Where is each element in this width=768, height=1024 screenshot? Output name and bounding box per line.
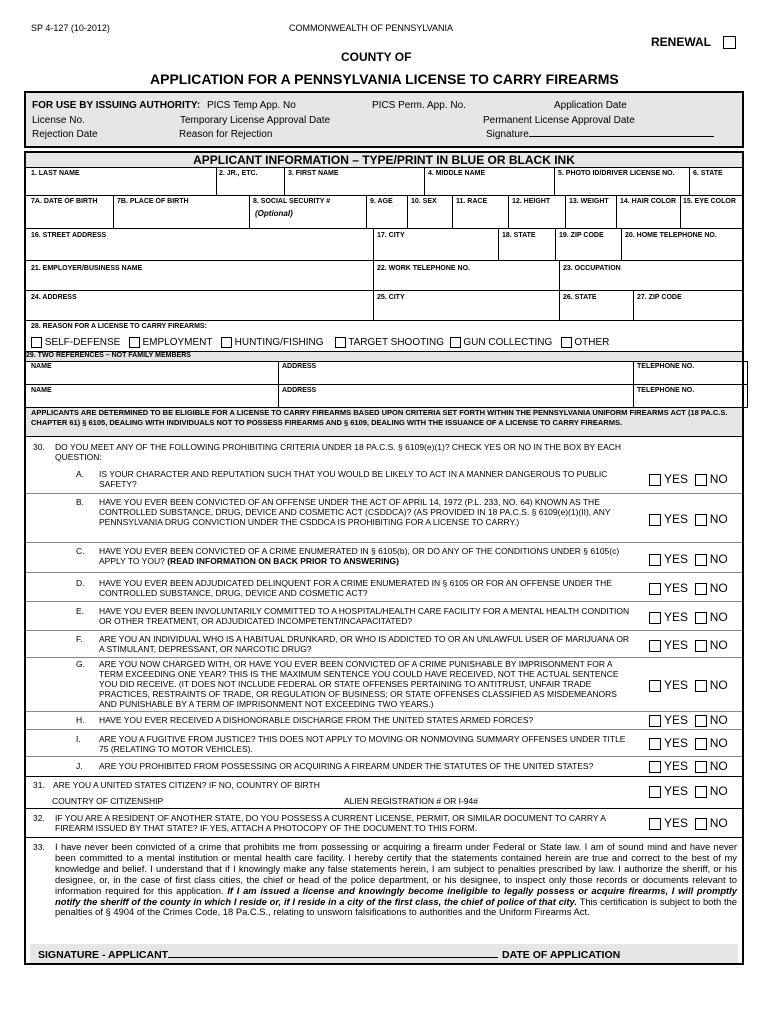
reason-rejection: Reason for Rejection (179, 129, 273, 140)
q30g-no-checkbox[interactable] (695, 680, 707, 692)
q30d-answer: YES NO (649, 581, 728, 595)
q30e-text: HAVE YOU EVER BEEN INVOLUNTARILY COMMITTED TO A HOSPITAL/HEALTH CARE FACILITY FOR A MENTAL HEALTH CONDITION OR OTHER TREATMENT, OR ADJUDICATED INCOMPETENT/INCAPACITATED? (99, 606, 630, 626)
eye-color-label: 15. EYE COLOR (683, 198, 736, 205)
home-phone-label: 20. HOME TELEPHONE NO. (625, 232, 717, 239)
q30i-letter: I. (76, 734, 81, 744)
photo-id-label: 5. PHOTO ID/DRIVER LICENSE NO. (558, 170, 675, 177)
ref2-phone-label: TELEPHONE NO. (637, 387, 695, 394)
q31-text: ARE YOU A UNITED STATES CITIZEN? IF NO, COUNTRY OF BIRTH (53, 780, 320, 790)
q30a-text: IS YOUR CHARACTER AND REPUTATION SUCH THAT YOU WOULD BE LIKELY TO ACT IN A MANNER DANGEROUS TO PUBLIC SAFETY? (99, 469, 608, 489)
gun-collecting-checkbox[interactable] (450, 337, 461, 348)
reason-label: 28. REASON FOR A LICENSE TO CARRY FIREARMS: (31, 323, 207, 330)
dob-label: 7A. DATE OF BIRTH (31, 198, 98, 205)
q30e-letter: E. (76, 606, 85, 616)
q30a-no-checkbox[interactable] (695, 474, 707, 486)
q30b-text: HAVE YOU EVER BEEN CONVICTED OF AN OFFENSE UNDER THE ACT OF APRIL 14, 1972 (P.L. 233, NO. 64) KNOWN AS THE CONTROLLED SUBSTANCE, DRUG, DEVICE AND COSMETIC ACT (CSDDCA)? (AS PROVIDED IN 18 PA.C.S. § 6109(e)(1)(II), ANY PENNSYLVANIA DRUG CONVICTION UNDER THE CSDDCA IS PROHIBITING FOR A LICENSE TO CARRY.) (99, 497, 611, 527)
middle-name-label: 4. MIDDLE NAME (428, 170, 486, 177)
target-shooting-checkbox[interactable] (335, 337, 346, 348)
q30g-text: ARE YOU NOW CHARGED WITH, OR HAVE YOU EVER BEEN CONVICTED OF A CRIME PUNISHABLE BY IMPRISONMENT FOR A TERM EXCEEDING ONE YEAR? THIS IS THE MAXIMUM SENTENCE YOU COULD HAVE RECEIVED, NOT THE ACTUAL SENTENCE YOU DID RECEIVE. (IT DOES NOT INCLUDE FEDERAL OR STATE OFFENSES PERTAINING TO ANTITRUST, UNFAIR TRADE PRACTICES, RESTRAINTS OF TRADE, OR REGULATION OF BUSINESS; OR STATE OFFENSES CLASSIFIED AS MISDEMEANORS AND PUNISHABLE BY A TERM OF IMPRISONMENT NOT EXCEEDING TWO YEARS.) (99, 659, 619, 709)
q30g-letter: G. (76, 659, 85, 669)
other-checkbox[interactable] (561, 337, 572, 348)
pics-temp: PICS Temp App. No (207, 100, 296, 111)
work-phone-label: 22. WORK TELEPHONE NO. (377, 265, 470, 272)
q30g-yes-checkbox[interactable] (649, 680, 661, 692)
pics-perm: PICS Perm. App. No. (372, 100, 466, 111)
q31-alien: ALIEN REGISTRATION # OR I-94# (344, 796, 478, 806)
q33-number: 33. (33, 842, 45, 852)
employment-checkbox[interactable] (129, 337, 140, 348)
page-title: APPLICATION FOR A PENNSYLVANIA LICENSE TO CARRY FIREARMS (150, 71, 619, 87)
q30d-no-checkbox[interactable] (695, 583, 707, 595)
last-name-label: 1. LAST NAME (31, 170, 80, 177)
weight-label: 13. WEIGHT (569, 198, 609, 205)
suffix-label: 2. JR., ETC. (219, 170, 258, 177)
id-state-label: 6. STATE (693, 170, 723, 177)
q30-text: DO YOU MEET ANY OF THE FOLLOWING PROHIBITING CRITERIA UNDER 18 PA.C.S. § 6109(e)(1)? CHECK YES OR NO IN THE BOX BY EACH QUESTION: (55, 442, 622, 462)
state-label: 18. STATE (502, 232, 536, 239)
q30c-yes-checkbox[interactable] (649, 554, 661, 566)
q30c-answer: YES NO (649, 552, 728, 566)
perm-approval: Permanent License Approval Date (483, 115, 635, 126)
q30h-text: HAVE YOU EVER RECEIVED A DISHONORABLE DISCHARGE FROM THE UNITED STATES ARMED FORCES? (99, 715, 534, 725)
q33-certification: I have never been convicted of a crime that prohibits me from possessing or acquiring a firearm under Federal or State law. I am of sound mind and have never been committed to a mental institution or mental health care facility. I hereby certify that the statements contained herein are true and correct to the best of my knowledge and belief. I understand that if I knowingly make any false statements herein, I am subject to penalties prescribed by law. I authorize the sheriff, or his designee, or, in the case of first class cities, the chief or head of the police department, or his designee, to inspect only those records or documents relevant to information required for this application. If I am issued a license and knowingly become ineligible to legally possess or acquire firearms, I will promptly notify the sheriff of the county in which I reside or, if I reside in a city of the first class, the chief of police of that city. This certification is subject to both the penalties of § 4904 of the Crimes Code, 18 Pa.C.S., relating to unsworn falsifications to authorities and the Uniform Firearms Act. (55, 841, 738, 918)
q32-no-checkbox[interactable] (695, 818, 707, 830)
q30f-yes-checkbox[interactable] (649, 640, 661, 652)
q31-number: 31. (33, 780, 45, 790)
q30d-yes-checkbox[interactable] (649, 583, 661, 595)
q30c-no-checkbox[interactable] (695, 554, 707, 566)
sex-label: 10. SEX (411, 198, 437, 205)
q31-no-checkbox[interactable] (695, 786, 707, 798)
q30e-no-checkbox[interactable] (695, 612, 707, 624)
employer-label: 21. EMPLOYER/BUSINESS NAME (31, 265, 143, 272)
q30c-text: HAVE YOU EVER BEEN CONVICTED OF A CRIME ENUMERATED IN § 6105(b), OR DO ANY OF THE CONDITIONS UNDER § 6105(c) APPLY TO YOU? (READ INFORMATION ON BACK PRIOR TO ANSWERING) (99, 546, 620, 566)
application-date-label: Application Date (554, 100, 627, 111)
q30e-yes-checkbox[interactable] (649, 612, 661, 624)
ref1-name-label: NAME (31, 363, 52, 370)
renewal-checkbox[interactable] (723, 36, 736, 49)
reasons-row: SELF-DEFENSE EMPLOYMENT HUNTING/FISHING TARGET SHOOTING GUN COLLECTING OTHER (31, 337, 609, 348)
temp-approval: Temporary License Approval Date (180, 115, 331, 126)
q30-number: 30. (33, 442, 45, 452)
city-label: 17. CITY (377, 232, 405, 239)
q30a-letter: A. (76, 469, 85, 479)
q30b-no-checkbox[interactable] (695, 514, 707, 526)
self-defense-checkbox[interactable] (31, 337, 42, 348)
q30j-answer: YES NO (649, 759, 728, 773)
renewal-label: RENEWAL (651, 35, 711, 49)
ref2-name-label: NAME (31, 387, 52, 394)
street-address-label: 16. STREET ADDRESS (31, 232, 107, 239)
q30i-text: ARE YOU A FUGITIVE FROM JUSTICE? THIS DOES NOT APPLY TO MOVING OR NONMOVING SUMMARY OFFENSES UNDER TITLE 75 (RELATING TO MOTOR VEHICLES). (99, 734, 626, 754)
height-label: 12. HEIGHT (512, 198, 551, 205)
q30d-text: HAVE YOU EVER BEEN ADJUDICATED DELINQUENT FOR A CRIME ENUMERATED IN § 6105 OR FOR AN OFFENSE UNDER THE CONTROLLED SUBSTANCE, DRUG, DEVICE AND COSMETIC ACT? (99, 578, 612, 598)
q31-country: COUNTRY OF CITIZENSHIP (52, 796, 164, 806)
q30b-yes-checkbox[interactable] (649, 514, 661, 526)
q31-yes-checkbox[interactable] (649, 786, 661, 798)
ssn-optional: (Optional) (255, 209, 293, 218)
rejection-date: Rejection Date (32, 129, 98, 140)
q30b-answer: YES NO (649, 512, 728, 526)
county-label: COUNTY OF (341, 50, 412, 64)
q30a-answer: YES NO (649, 472, 728, 486)
q30d-letter: D. (76, 578, 85, 588)
application-date: DATE OF APPLICATION (502, 949, 621, 961)
q30h-no-checkbox[interactable] (695, 715, 707, 727)
license-no: License No. (32, 115, 85, 126)
applicant-heading: APPLICANT INFORMATION – TYPE/PRINT IN BLUE OR BLACK INK (26, 153, 742, 167)
eligibility-notice: APPLICANTS ARE DETERMINED TO BE ELIGIBLE FOR A LICENSE TO CARRY FIREARMS BASED UPON CRITERIA SET FORTH WITHIN THE PENNSYLVANIA UNIFORM FIREARMS ACT (18 PA.C.S. CHAPTER 61) § 6105, DEALING WITH INDIVIDUALS NOT TO POSSESS FIREARMS AND § 6109, DEALING WITH THE ISSUANCE OF A LICENSE TO CARRY FIREARMS. (31, 408, 728, 427)
pob-label: 7B. PLACE OF BIRTH (117, 198, 189, 205)
form-id: SP 4-127 (10-2012) (31, 23, 110, 33)
q30h-letter: H. (76, 715, 85, 725)
ref1-phone-label: TELEPHONE NO. (637, 363, 695, 370)
zip-label: 19. ZIP CODE (559, 232, 604, 239)
q30a-yes-checkbox[interactable] (649, 474, 661, 486)
employer-city-label: 25. CITY (377, 294, 405, 301)
ref1-address-label: ADDRESS (282, 363, 317, 370)
q32-text: IF YOU ARE A RESIDENT OF ANOTHER STATE, DO YOU POSSESS A CURRENT LICENSE, PERMIT, OR SIMILAR DOCUMENT TO CARRY A FIREARM ISSUED BY THAT STATE? IF YES, ATTACH A PHOTOCOPY OF THE DOCUMENT TO THIS FORM. (55, 813, 606, 833)
q32-answer: YES NO (649, 816, 728, 830)
q30j-letter: J. (76, 761, 83, 771)
references-label: 29. TWO REFERENCES – NOT FAMILY MEMBERS (26, 352, 742, 361)
q30c-letter: C. (76, 546, 85, 556)
employer-state-label: 26. STATE (563, 294, 597, 301)
applicant-signature: SIGNATURE - APPLICANT (38, 949, 498, 961)
employer-address-label: 24. ADDRESS (31, 294, 77, 301)
ref2-address-label: ADDRESS (282, 387, 317, 394)
q30i-yes-checkbox[interactable] (649, 738, 661, 750)
q31-answer: YES NO (649, 784, 728, 798)
q30f-no-checkbox[interactable] (695, 640, 707, 652)
q30h-answer: YES NO (649, 713, 728, 727)
q30f-text: ARE YOU AN INDIVIDUAL WHO IS A HABITUAL DRUNKARD, OR WHO IS ADDICTED TO OR AN UNLAWFUL USER OF MARIJUANA OR A STIMULANT, DEPRESSANT, OR NARCOTIC DRUG? (99, 634, 630, 654)
commonwealth: COMMONWEALTH OF PENNSYLVANIA (289, 23, 454, 33)
hunting-checkbox[interactable] (221, 337, 232, 348)
q30f-letter: F. (76, 634, 83, 644)
q30b-letter: B. (76, 497, 85, 507)
q30e-answer: YES NO (649, 610, 728, 624)
q30i-no-checkbox[interactable] (695, 738, 707, 750)
occupation-label: 23. OCCUPATION (563, 265, 621, 272)
q30g-answer: YES NO (649, 678, 728, 692)
authority-row-1: FOR USE BY ISSUING AUTHORITY: (32, 100, 201, 111)
employer-zip-label: 27. ZIP CODE (637, 294, 682, 301)
ssn-label: 8. SOCIAL SECURITY # (253, 198, 331, 205)
q32-yes-checkbox[interactable] (649, 818, 661, 830)
q30h-yes-checkbox[interactable] (649, 715, 661, 727)
authority-signature: Signature (486, 129, 714, 140)
q32-number: 32. (33, 813, 45, 823)
race-label: 11. RACE (456, 198, 488, 205)
hair-color-label: 14. HAIR COLOR (620, 198, 677, 205)
q30f-answer: YES NO (649, 638, 728, 652)
q30j-no-checkbox[interactable] (695, 761, 707, 773)
q30i-answer: YES NO (649, 736, 728, 750)
q30j-text: ARE YOU PROHIBITED FROM POSSESSING OR ACQUIRING A FIREARM UNDER THE STATUTES OF THE UNITED STATES? (99, 761, 594, 771)
first-name-label: 3. FIRST NAME (288, 170, 339, 177)
age-label: 9. AGE (370, 198, 393, 205)
q30j-yes-checkbox[interactable] (649, 761, 661, 773)
